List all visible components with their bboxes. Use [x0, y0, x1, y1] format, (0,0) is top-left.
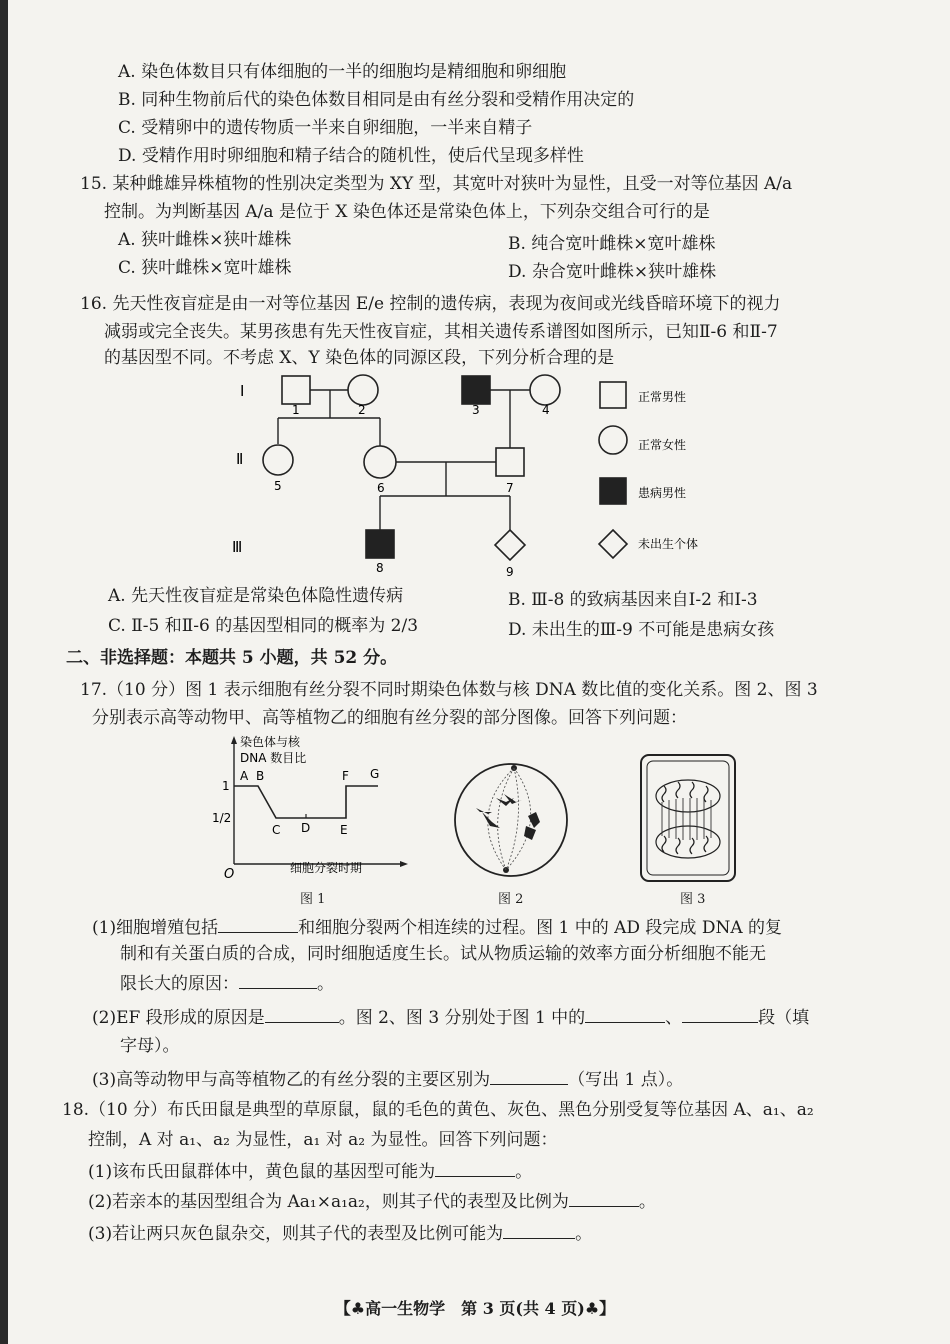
page-footer: 【♣高一生物学 第 3 页(共 4 页)♣】	[334, 1299, 616, 1318]
q17-p1-text-e: 。	[317, 974, 334, 994]
label-7: 7	[506, 481, 514, 495]
q17-part1-line2: 制和有关蛋白质的合成，同时细胞适度生长。试从物质运输的效率方面分析细胞不能无	[120, 944, 766, 964]
legend-affected-male: 患病男性	[638, 486, 687, 500]
individual-II-6	[364, 446, 396, 478]
q15-stem-line1: 15. 某种雌雄异株植物的性别决定类型为 XY 型，其宽叶对狭叶为显性，且受一对等位基因 A/a	[80, 174, 793, 194]
q16-stem-line2: 减弱或完全丧失。某男孩患有先天性夜盲症，其相关遗传系谱图如图所示，已知Ⅱ-6 和Ⅱ-7	[104, 322, 778, 342]
label-9: 9	[506, 565, 514, 579]
fig2-caption: 图 2	[498, 892, 524, 907]
q16-option-b: B. Ⅲ-8 的致病基因来自Ⅰ-2 和Ⅰ-3	[508, 590, 758, 610]
q16-option-a: A. 先天性夜盲症是常染色体隐性遗传病	[108, 586, 404, 606]
individual-II-5	[263, 445, 293, 475]
fig1-ylabel-line2: DNA 数目比	[240, 751, 307, 765]
cell-wall	[641, 755, 735, 881]
answer-blank[interactable]	[569, 1188, 639, 1207]
answer-blank[interactable]	[503, 1220, 575, 1239]
q14-option-c: C. 受精卵中的遗传物质一半来自卵细胞，一半来自精子	[118, 118, 533, 138]
label-1: 1	[292, 403, 300, 417]
pedigree-chart	[220, 366, 740, 586]
individual-III-8	[366, 530, 394, 558]
spindle-lines	[662, 798, 711, 840]
q17-p1-text-d: 限长大的原因：	[120, 974, 239, 994]
q16-option-c: C. Ⅱ-5 和Ⅱ-6 的基因型相同的概率为 2/3	[108, 616, 419, 636]
label-6: 6	[377, 481, 385, 495]
fig1-ratio-line	[234, 786, 378, 818]
legend-normal-female-symbol	[599, 426, 627, 454]
q17-p2-text-a: (2)EF 段形成的原因是	[92, 1008, 265, 1028]
answer-blank[interactable]	[585, 1004, 665, 1023]
legend-unborn: 未出生个体	[638, 537, 699, 551]
fig1-origin: O	[224, 867, 235, 882]
label-8: 8	[376, 561, 384, 575]
answer-blank[interactable]	[435, 1158, 515, 1177]
fig1-point-D: D	[301, 821, 311, 835]
figure-1-chart	[212, 732, 412, 882]
q16-stem-line3: 的基因型不同。不考虑 X、Y 染色体的同源区段，下列分析合理的是	[104, 348, 615, 368]
q15-option-d: D. 杂合宽叶雌株×狭叶雄株	[508, 262, 717, 282]
fig1-point-C: C	[272, 823, 281, 837]
individual-I-2	[348, 375, 378, 405]
fig3-caption: 图 3	[680, 892, 706, 907]
q17-p3-text-b: （写出 1 点）。	[568, 1070, 684, 1090]
fig1-point-E: E	[340, 823, 348, 837]
answer-blank[interactable]	[682, 1004, 758, 1023]
q14-option-a: A. 染色体数目只有体细胞的一半的细胞均是精细胞和卵细胞	[118, 62, 567, 82]
q17-p2-text-b: 。图 2、图 3 分别处于图 1 中的	[338, 1008, 586, 1028]
q17-part1-line1	[92, 914, 782, 940]
q18-p2-text-a: (2)若亲本的基因型组合为 Aa₁×a₁a₂，则其子代的表型及比例为	[88, 1192, 569, 1212]
individual-I-1	[282, 376, 310, 404]
label-3: 3	[472, 403, 480, 417]
figure-3-plant-cell	[638, 752, 738, 884]
legend-normal-male: 正常男性	[638, 390, 687, 404]
gen-III-label: Ⅲ	[232, 538, 243, 556]
q18-p3-text-a: (3)若让两只灰色鼠杂交，则其子代的表型及比例可能为	[88, 1224, 504, 1244]
q17-p2-text-d: 段（填	[758, 1008, 810, 1028]
fig1-caption: 图 1	[300, 892, 326, 907]
q18-p1-text-b: 。	[515, 1162, 533, 1182]
q17-p1-text-a: (1)细胞增殖包括	[92, 918, 219, 938]
label-4: 4	[542, 403, 550, 417]
q15-stem-line2: 控制。为判断基因 A/a 是位于 X 染色体还是常染色体上，下列杂交组合可行的是	[104, 202, 710, 222]
q17-stem-line2: 分别表示高等动物甲、高等植物乙的细胞有丝分裂的部分图像。回答下列问题：	[92, 708, 687, 728]
q17-part2-line1	[92, 1004, 809, 1030]
answer-blank[interactable]	[239, 970, 317, 989]
individual-I-4	[530, 375, 560, 405]
fig1-x-arrow	[400, 861, 408, 867]
q14-option-d: D. 受精作用时卵细胞和精子结合的随机性，使后代呈现多样性	[118, 146, 584, 166]
answer-blank[interactable]	[218, 914, 298, 933]
legend-affected-male-symbol	[600, 478, 626, 504]
legend-normal-male-symbol	[600, 382, 626, 408]
answer-blank[interactable]	[265, 1004, 339, 1023]
q18-part3	[88, 1220, 592, 1246]
fig1-point-F: F	[342, 769, 349, 783]
q18-p1-text-a: (1)该布氏田鼠群体中，黄色鼠的基因型可能为	[88, 1162, 436, 1182]
daughter-chromosomes-top	[656, 780, 720, 812]
answer-blank[interactable]	[490, 1066, 568, 1085]
q17-p2-text-c: 、	[665, 1008, 683, 1028]
label-5: 5	[274, 479, 282, 493]
individual-III-9	[495, 530, 525, 560]
q17-p3-text-a: (3)高等动物甲与高等植物乙的有丝分裂的主要区别为	[92, 1070, 491, 1090]
q14-option-b: B. 同种生物前后代的染色体数目相同是由有丝分裂和受精作用决定的	[118, 90, 635, 110]
q18-p3-text-b: 。	[575, 1224, 593, 1244]
fig1-point-B: B	[256, 769, 265, 783]
fig1-ylabel-line1: 染色体与核	[240, 735, 301, 749]
q18-p2-text-b: 。	[638, 1192, 656, 1212]
chromosomes	[476, 794, 540, 840]
q18-stem-line2: 控制，A 对 a₁、a₂ 为显性，a₁ 对 a₂ 为显性。回答下列问题：	[88, 1130, 558, 1150]
legend-unborn-symbol	[599, 530, 627, 558]
q15-option-a: A. 狭叶雌株×狭叶雄株	[118, 230, 292, 250]
section-2-heading: 二、非选择题：本题共 5 小题，共 52 分。	[66, 648, 398, 668]
fig1-tick-1: 1	[222, 779, 230, 793]
q17-part3	[92, 1066, 683, 1092]
q18-stem-line1: 18.（10 分）布氏田鼠是典型的草原鼠，鼠的毛色的黄色、灰色、黑色分别受复等位基因 A、a₁、a₂	[62, 1100, 814, 1120]
fig1-point-G: G	[370, 767, 380, 781]
q18-part1	[88, 1158, 532, 1184]
q16-stem-line1: 16. 先天性夜盲症是由一对等位基因 E/e 控制的遗传病，表现为夜间或光线昏暗环境下的视力	[80, 294, 781, 314]
q17-part2-line2: 字母）。	[120, 1036, 180, 1056]
q17-part1-line3	[120, 970, 334, 996]
individual-I-3	[462, 376, 490, 404]
q18-part2	[88, 1188, 656, 1214]
gen-II-label: Ⅱ	[236, 450, 244, 468]
legend-normal-female: 正常女性	[638, 438, 687, 452]
fig1-y-arrow	[231, 736, 237, 744]
figure-2-animal-cell	[446, 760, 576, 880]
fig1-xlabel: 细胞分裂时期	[290, 861, 363, 875]
fig1-tick-half: 1/2	[212, 811, 232, 825]
q17-stem-line1: 17.（10 分）图 1 表示细胞有丝分裂不同时期染色体数与核 DNA 数比值的变化关系。图 2、图 3	[80, 680, 818, 700]
cell-membrane	[455, 764, 567, 876]
fig1-point-A: A	[240, 769, 249, 783]
individual-II-7	[496, 448, 524, 476]
q15-option-c: C. 狭叶雌株×宽叶雄株	[118, 258, 292, 278]
q17-p1-text-b: 和细胞分裂两个相连续的过程。图 1 中的 AD 段完成 DNA 的复	[298, 918, 783, 938]
q16-option-d: D. 未出生的Ⅲ-9 不可能是患病女孩	[508, 620, 775, 640]
label-2: 2	[358, 403, 366, 417]
scan-edge	[0, 0, 8, 1344]
gen-I-label: Ⅰ	[240, 382, 245, 400]
q15-option-b: B. 纯合宽叶雌株×宽叶雄株	[508, 234, 716, 254]
spindle-fibers	[488, 768, 531, 870]
